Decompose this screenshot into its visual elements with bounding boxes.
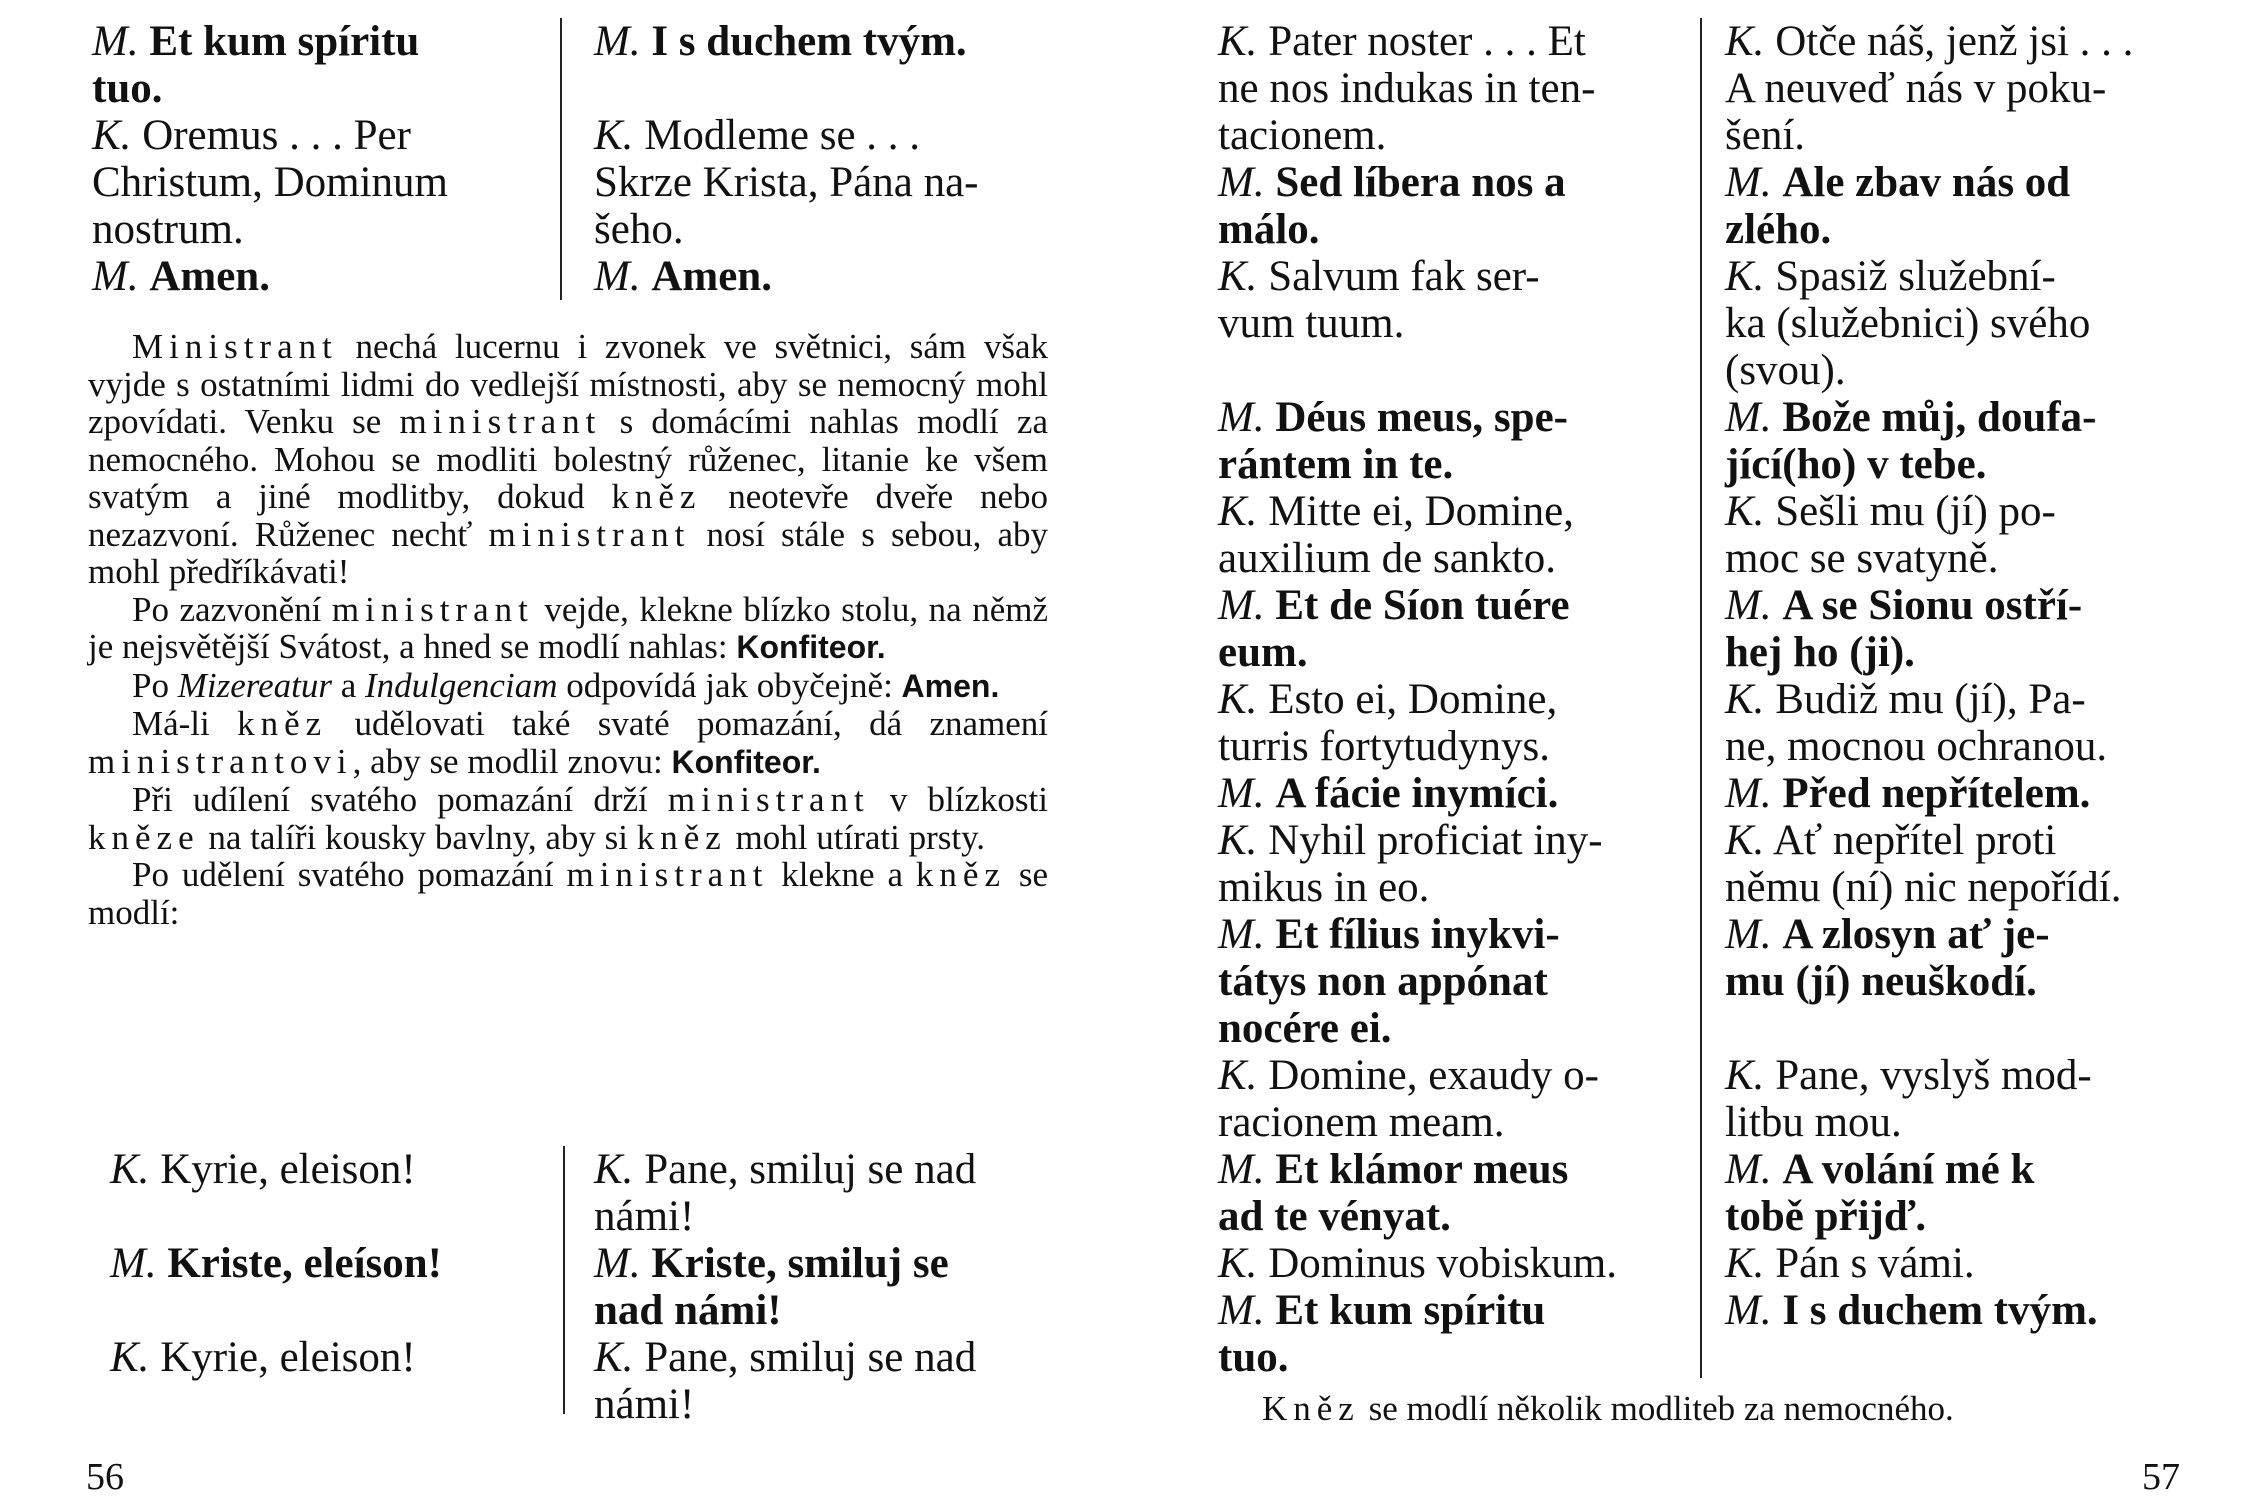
dialog-line: Christum, Dominum xyxy=(92,159,448,206)
bottom-latin-column xyxy=(110,1146,550,1381)
dialog-line: nostrum. xyxy=(92,206,244,253)
dialog-line: M. Et de Síon tuére xyxy=(1218,582,1570,629)
dialog-line: turris fortytudynys. xyxy=(1218,723,1551,770)
dialog-line: K. Pater noster . . . Et xyxy=(1218,18,1586,65)
top-latin-column xyxy=(92,18,537,300)
dialog-line: K. Pane, smiluj se nad xyxy=(594,1334,977,1381)
column-divider xyxy=(1700,18,1702,1378)
dialog-line: rántem in te. xyxy=(1218,441,1454,488)
czech-column xyxy=(1725,18,2205,1334)
dialog-line: M. A se Sionu ostří- xyxy=(1725,582,2083,629)
dialog-line: tuo. xyxy=(1218,1334,1289,1381)
page-number: 57 xyxy=(2142,1456,2180,1498)
dialog-line: A neuveď nás v poku- xyxy=(1725,65,2107,112)
dialog-line: M. A zlosyn ať je- xyxy=(1725,911,2050,958)
paragraph: Má-li kněz udělovati také svaté pomazání, dá znamení ministrantovi, aby se modlil znovu: Konfiteor. xyxy=(88,704,1048,781)
footer-note: Kněz se modlí několik modliteb za nemocného. xyxy=(1262,1389,1954,1428)
column-divider xyxy=(563,1146,565,1414)
page-number: 56 xyxy=(86,1456,124,1498)
dialog-line: M. Déus meus, spe- xyxy=(1218,394,1568,441)
dialog-line: mu (jí) neuškodí. xyxy=(1725,958,2037,1005)
dialog-line: M. I s duchem tvým. xyxy=(1725,1287,2098,1334)
dialog-line: racionem meam. xyxy=(1218,1099,1505,1146)
column-divider xyxy=(560,18,562,300)
dialog-line: K. Kyrie, eleison! xyxy=(110,1146,416,1193)
dialog-line: auxilium de sankto. xyxy=(1218,535,1556,582)
dialog-line: tátys non appónat xyxy=(1218,958,1548,1005)
dialog-line: vum tuum. xyxy=(1218,300,1405,347)
dialog-line: M. I s duchem tvým. xyxy=(594,18,967,65)
dialog-line: tacionem. xyxy=(1218,112,1387,159)
dialog-line: M. Amen. xyxy=(594,253,772,300)
dialog-line: tuo. xyxy=(92,65,163,112)
dialog-line: K. Modleme se . . . xyxy=(594,112,921,159)
dialog-line: moc se svatyně. xyxy=(1725,535,1999,582)
dialog-line: tobě přijď. xyxy=(1725,1193,1927,1240)
dialog-line: mikus in eo. xyxy=(1218,864,1430,911)
dialog-line: zlého. xyxy=(1725,206,1832,253)
dialog-line: K. Spasiž služební- xyxy=(1725,253,2056,300)
dialog-line: M. Kriste, eleíson! xyxy=(110,1240,442,1287)
dialog-line: málo. xyxy=(1218,206,1320,253)
dialog-line: K. Ať nepřítel proti xyxy=(1725,817,2057,864)
dialog-line: M. Et kum spíritu xyxy=(1218,1287,1546,1334)
dialog-line: jící(ho) v tebe. xyxy=(1725,441,1987,488)
dialog-line: K. Domine, exaudy o- xyxy=(1218,1052,1599,1099)
dialog-line: nocére ei. xyxy=(1218,1005,1392,1052)
paragraph: Po udělení svatého pomazání ministrant klekne a kněz se modlí: xyxy=(88,855,1049,932)
top-czech-column xyxy=(594,18,1064,300)
paragraph: Po Mizereatur a Indulgenciam odpovídá jak obyčejně: Amen. xyxy=(132,665,1000,705)
instruction-text xyxy=(88,328,1048,931)
dialog-line: M. Kriste, smiluj se xyxy=(594,1240,949,1287)
paragraph: Při udílení svatého pomazání drží ministrant v blízkosti kněze na talíři kousky bavlny, aby si kněz mohl utírati prsty. xyxy=(88,780,1048,857)
dialog-line: šení. xyxy=(1725,112,1806,159)
dialog-line: M. Amen. xyxy=(92,253,270,300)
dialog-line: šeho. xyxy=(594,206,684,253)
dialog-line: hej ho (ji). xyxy=(1725,629,1915,676)
dialog-line: ad te vényat. xyxy=(1218,1193,1451,1240)
dialog-line: litbu mou. xyxy=(1725,1099,1902,1146)
dialog-line: M. Et fílius inykvi- xyxy=(1218,911,1560,958)
dialog-line: (svou). xyxy=(1725,347,1846,394)
dialog-line: K. Salvum fak ser- xyxy=(1218,253,1540,300)
paragraph: Ministrant nechá lucernu i zvonek ve světnici, sám však vyjde s ostatními lidmi do vedlejší místnosti, aby se nemocný mohl zpovídati. Venku se ministrant s domácími nahlas modlí za nemocného. Mohou se modliti bolestný růženec, litanie ke všem svatým a jiné modlitby, dokud kněz neotevře dveře nebo nezazvoní. Růženec nechť ministrant nosí stále s sebou, aby mohl předříkávati! xyxy=(88,327,1048,591)
dialog-line: K. Pán s vámi. xyxy=(1725,1240,1975,1287)
dialog-line: M. Ale zbav nás od xyxy=(1725,159,2071,206)
dialog-line: K. Kyrie, eleison! xyxy=(110,1334,416,1381)
dialog-line: eum. xyxy=(1218,629,1308,676)
dialog-line: K. Dominus vobiskum. xyxy=(1218,1240,1617,1287)
dialog-line: námi! xyxy=(594,1381,695,1428)
paragraph: Po zazvonění ministrant vejde, klekne blízko stolu, na němž je nejsvětější Svátost, a hned se modlí nahlas: Konfiteor. xyxy=(88,589,1049,666)
dialog-line: němu (ní) nic nepořídí. xyxy=(1725,864,2122,911)
dialog-line: Skrze Krista, Pána na- xyxy=(594,159,979,206)
dialog-line: M. Et klámor meus xyxy=(1218,1146,1569,1193)
dialog-line: ne nos indukas in ten- xyxy=(1218,65,1596,112)
dialog-line: K. Oremus . . . Per xyxy=(92,112,411,159)
dialog-line: M. Bože můj, doufa- xyxy=(1725,394,2097,441)
dialog-line: M. Před nepřítelem. xyxy=(1725,770,2091,817)
dialog-line: K. Esto ei, Domine, xyxy=(1218,676,1558,723)
dialog-line: M. Sed líbera nos a xyxy=(1218,159,1566,206)
dialog-line: K. Pane, smiluj se nad xyxy=(594,1146,977,1193)
dialog-line: M. A fácie inymíci. xyxy=(1218,770,1559,817)
dialog-line: K. Budiž mu (jí), Pa- xyxy=(1725,676,2086,723)
dialog-line: K. Mitte ei, Domine, xyxy=(1218,488,1574,535)
dialog-line: nad námi! xyxy=(594,1287,782,1334)
dialog-line: K. Nyhil proficiat iny- xyxy=(1218,817,1603,864)
latin-column xyxy=(1218,18,1808,1381)
dialog-line: námi! xyxy=(594,1193,695,1240)
right-page xyxy=(1127,0,2254,1500)
bottom-czech-column xyxy=(594,1146,1064,1428)
dialog-line: M. A volání mé k xyxy=(1725,1146,2035,1193)
dialog-line: K. Otče náš, jenž jsi . . . xyxy=(1725,18,2134,65)
dialog-line xyxy=(594,65,1064,112)
dialog-line: ka (služebnici) svého xyxy=(1725,300,2091,347)
dialog-line: M. Et kum spíritu xyxy=(92,18,420,65)
dialog-line: ne, mocnou ochranou. xyxy=(1725,723,2108,770)
dialog-line: K. Sešli mu (jí) po- xyxy=(1725,488,2056,535)
dialog-line: K. Pane, vyslyš mod- xyxy=(1725,1052,2092,1099)
